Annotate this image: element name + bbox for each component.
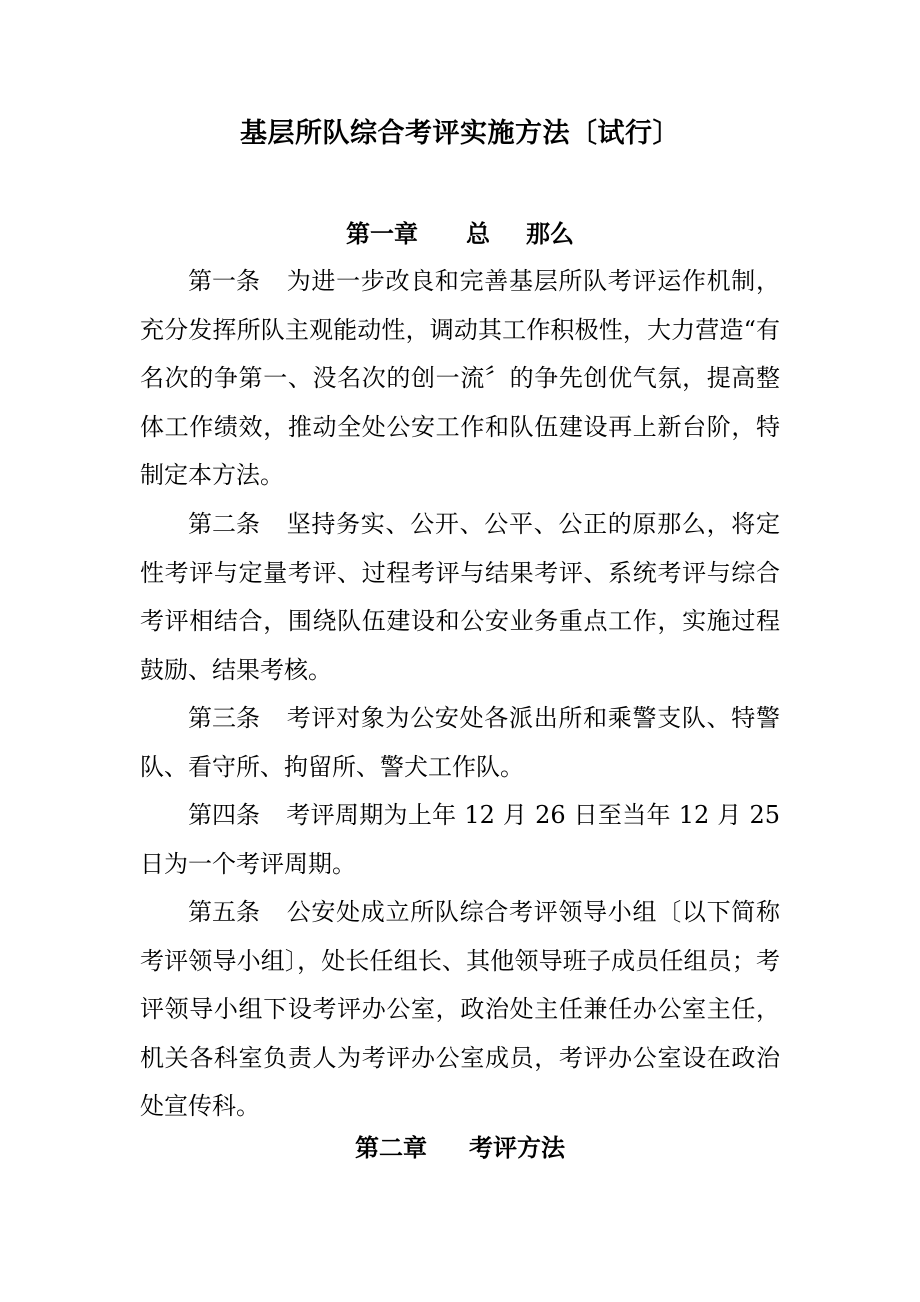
article-2 [140,500,780,694]
article-number: 第五条 [188,898,260,926]
article-text: 考评对象为公安处各派出所和乘警支队、特警队、看守所、拘留所、警犬工作队。 [140,704,780,781]
article-number: 第四条 [188,801,260,829]
article-4 [140,791,780,888]
article-5 [140,888,780,1131]
article-text: 为进一步改良和完善基层所队考评运作机制，充分发挥所队主观能动性，调动其工作积极性，大力营造“有名次的争第一、没名次的创一流〞的争先创优气氛，提高整体工作绩效，推动全处公安工作和队伍建设再上新台阶，特制定本方法。 [140,267,780,489]
article-text: 公安处成立所队综合考评领导小组〔以下简称考评领导小组〕，处长任组长、其他领导班子成员任组员；考评领导小组下设考评办公室，政治处主任兼任办公室主任，机关各科室负责人为考评办公室成员，考评办公室设在政治处宣传科。 [140,898,780,1120]
article-number: 第一条 [188,267,260,295]
chapter-1-heading [0,216,920,252]
article-number: 第二条 [188,510,260,538]
document-title: 基层所队综合考评实施方法〔试行〕 [240,118,680,149]
article-text: 坚持务实、公开、公平、公正的原那么，将定性考评与定量考评、过程考评与结果考评、系统考评与综合考评相结合，围绕队伍建设和公安业务重点工作，实施过程鼓励、结果考核。 [140,510,780,684]
article-1 [140,257,780,500]
article-text: 考评周期为上年 12 月 26 日至当年 12 月 25 日为一个考评周期。 [140,801,780,878]
chapter-number: 第一章 [346,219,418,248]
chapter-title-part: 那么 [526,219,574,248]
chapter-2-heading [0,1130,920,1166]
chapter-title-part: 总 [466,219,490,248]
article-3 [140,694,780,791]
article-number: 第三条 [188,704,260,732]
chapter-number: 第二章 [355,1133,427,1162]
chapter-title-part: 考评方法 [469,1133,565,1162]
